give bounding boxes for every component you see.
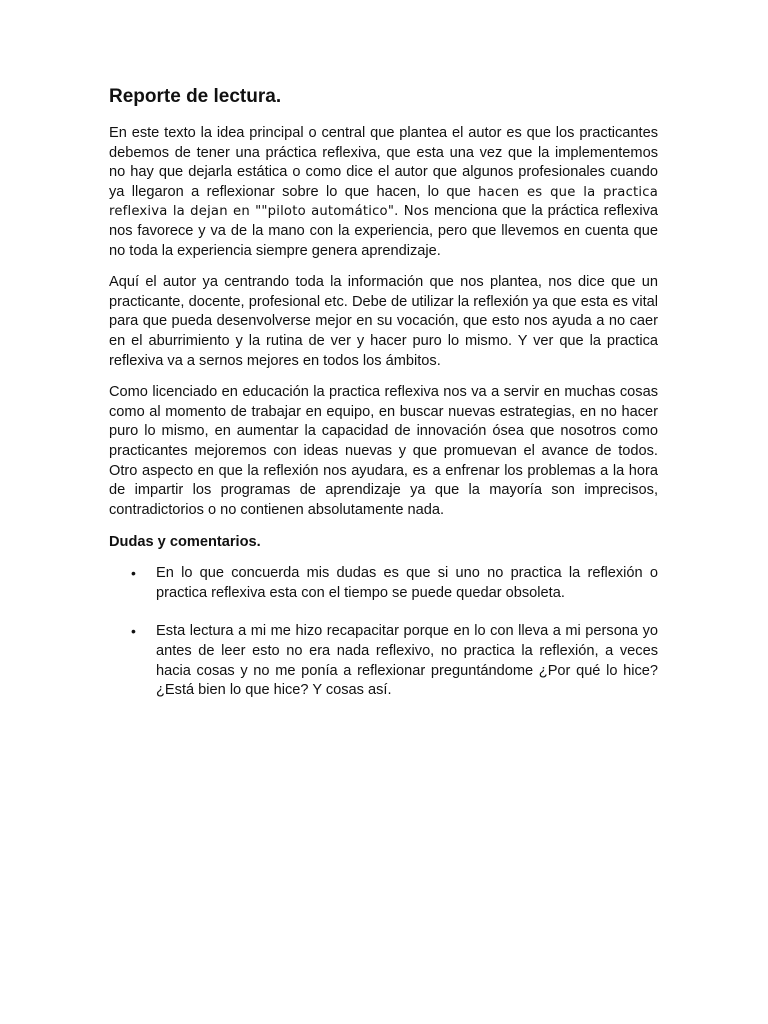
bullet-icon: • bbox=[131, 565, 136, 582]
paragraph-1-part-1: En este texto la idea principal o central que plantea el autor es que los practicantes debemos de tener una práctica reflexiva, que esta una vez que la implementemos no hay que dejarla estática o como dice el autor que algunos profesionales cuando ya llegaron a reflexionar sobre lo que hacen, lo que bbox=[109, 125, 658, 200]
comments-list bbox=[109, 564, 658, 701]
paragraph-2: Aquí el autor ya centrando toda la información que nos plantea, nos dice que un practicante, docente, profesional etc. Debe de utilizar la reflexión ya que esta es vital para que pueda desenvolverse mejor en su vocación, que esto nos ayuda a no caer en el aburrimiento y la rutina de ver y hacer puro lo mismo. Y ver que la practica reflexiva va a sernos mejores en todos los ámbitos. bbox=[109, 274, 658, 369]
bullet-icon: • bbox=[131, 623, 136, 640]
paragraph-3: Como licenciado en educación la practica reflexiva nos va a servir en muchas cosas como al momento de trabajar en equipo, en buscar nuevas estrategias, en no hacer puro lo mismo, en aumentar la capacidad de innovación ósea que nosotros como practicantes mejoremos con ideas nuevas y que promuevan el avance de todos. Otro aspecto en que la reflexión nos ayudara, es a enfrenar los problemas a la hora de impartir los programas de aprendizaje ya que la mayoría son imprecisos, contradictorios o no contienen absolutamente nada. bbox=[109, 384, 658, 518]
document-title: Reporte de lectura. bbox=[109, 86, 282, 107]
paragraph-1-part-2: hacen es que la practica reflexiva la dejan en ""piloto automático". Nos bbox=[109, 184, 658, 220]
paragraph-1-part-3: menciona que la práctica reflexiva nos favorece y va de la mano con la experiencia, pero que llevemos en cuenta que no toda la experiencia siempre genera aprendizaje. bbox=[109, 203, 659, 259]
section-heading-doubts: Dudas y comentarios. bbox=[109, 534, 261, 551]
list-item-text: En lo que concuerda mis dudas es que si uno no practica la reflexión o practica reflexiva esta con el tiempo se puede quedar obsoleta. bbox=[156, 565, 658, 601]
list-item bbox=[109, 564, 658, 603]
list-item bbox=[109, 622, 658, 700]
paragraph-1 bbox=[109, 124, 658, 261]
document-page bbox=[109, 84, 658, 720]
list-item-text: Esta lectura a mi me hizo recapacitar porque en lo con lleva a mi persona yo antes de leer esto no era nada reflexivo, no practica la reflexión, a veces hacia cosas y no me ponía a reflexionar preguntándome ¿Por qué lo hice? ¿Está bien lo que hice? Y cosas así. bbox=[156, 623, 658, 699]
